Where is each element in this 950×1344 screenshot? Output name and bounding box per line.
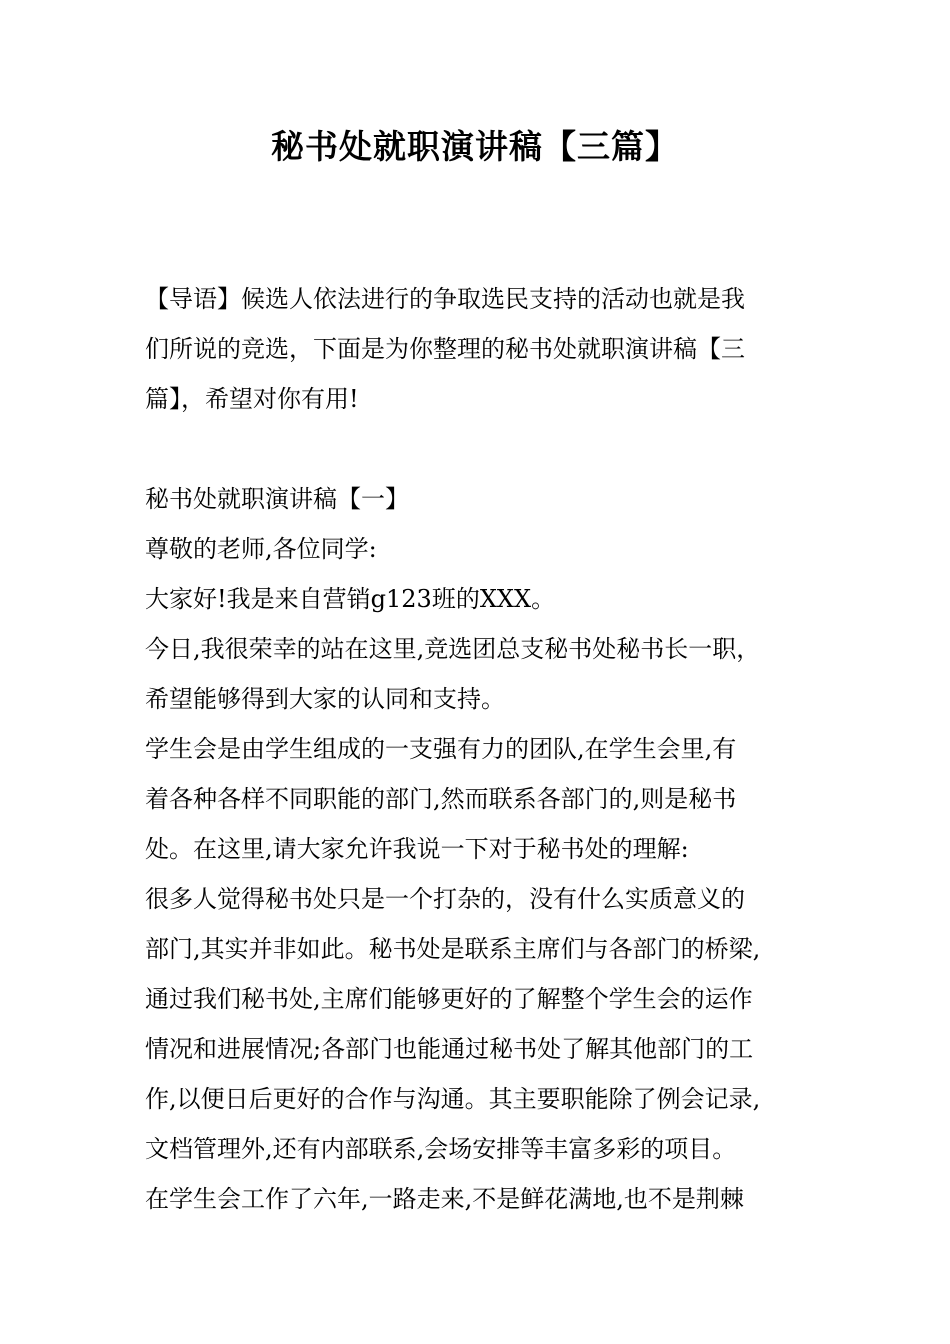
- document-title: 秘书处就职演讲稿【三篇】: [271, 127, 679, 166]
- intro-paragraph: 【导语】候选人依法进行的争取选民支持的活动也就是我 们所说的竞选，下面是为你整理的秘书处就职演讲稿【三 篇】，希望对你有用!: [145, 285, 745, 413]
- section-heading: 秘书处就职演讲稿【一】: [145, 485, 409, 513]
- body-paragraph-2: 学生会是由学生组成的一支强有力的团队,在学生会里,有 着各种各样不同职能的部门,然而联系各部门的,则是秘书 处。在这里,请大家允许我说一下对于秘书处的理解:: [145, 735, 737, 863]
- body-paragraph-1: 今日,我很荣幸的站在这里,竞选团总支秘书处秘书长一职， 希望能够得到大家的认同和支持。: [145, 635, 761, 713]
- greeting-line: 尊敬的老师,各位同学:: [145, 535, 377, 563]
- self-introduction-line: 大家好!我是来自营销g123班的XXX。: [145, 585, 556, 613]
- body-paragraph-4: 在学生会工作了六年,一路走来,不是鲜花满地,也不是荆棘: [145, 1185, 744, 1213]
- body-paragraph-3: 很多人觉得秘书处只是一个打杂的，没有什么实质意义的 部门,其实并非如此。秘书处是联系主席们与各部门的桥梁, 通过我们秘书处,主席们能够更好的了解整个学生会的运作 情况和进展情况;各部门也能通过秘书处了解其他部门的工 作,以便日后更好的合作与沟通。其主要职能除了例会记录, 文档管理外,还有内部联系,会场安排等丰富多彩的项目。: [145, 885, 761, 1163]
